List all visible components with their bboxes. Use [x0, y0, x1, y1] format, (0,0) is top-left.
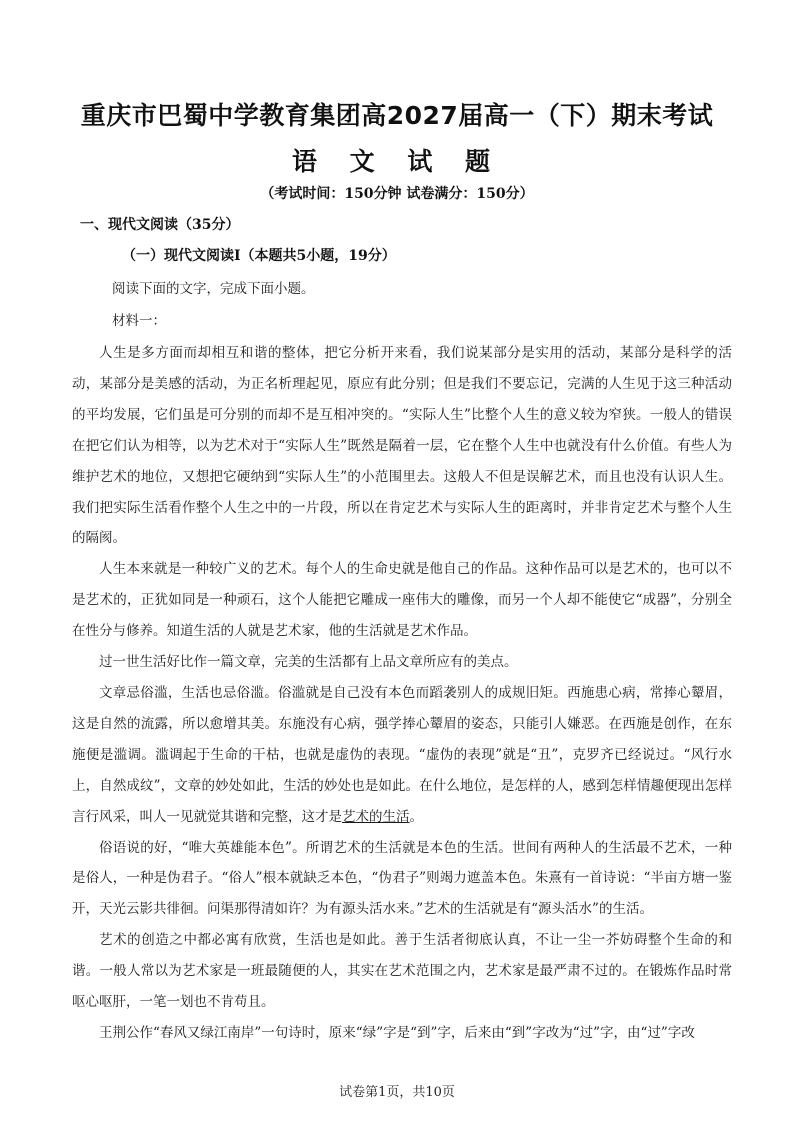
paragraph: 俗语说的好，“唯大英雄能本色”。所谓艺术的生活就是本色的生活。世间有两种人的生活最不艺术，一种是俗人，一种是伪君子。“俗人”根本就缺乏本色，“伪君子”则竭力遮盖本色。朱熹有一首诗说：“半亩方塘一鉴开，天光云影共徘徊。问渠那得清如许？为有源头活水来。”艺术的生活就是有“源头活水”的生活。 [72, 839, 732, 918]
paragraph: 王荆公作“春风又绿江南岸”一句诗时，原来“绿”字是“到”字，后来由“到”字改为“过”字，由“过”字改 [99, 1024, 695, 1041]
paragraph: 人生本来就是一种较广义的艺术。每个人的生命史就是他自己的作品。这种作品可以是艺术的，也可以不是艺术的，正犹如同是一种顽石，这个人能把它雕成一座伟大的雕像，而另一个人却不能使它“成器”，分别全在性分与修养。知道生活的人就是艺术家，他的生活就是艺术作品。 [72, 561, 732, 640]
section-heading: 一、现代文阅读（35分） [80, 217, 240, 233]
instruction-text: 阅读下面的文字，完成下面小题。 [112, 281, 315, 297]
paragraph: 人生是多方面而却相互和谐的整体，把它分析开来看，我们说某部分是实用的活动，某部分是科学的活动，某部分是美感的活动，为正名析理起见，原应有此分别；但是我们不要忘记，完满的人生见于这三种活动的平均发展，它们虽是可分别的而却不是互相冲突的。“实际人生”比整个人生的意义较为窄狭。一般人的错误在把它们认为相等，以为艺术对于“实际人生”既然是隔着一层，它在整个人生中也就没有什么价值。有些人为维护艺术的地位，又想把它硬纳到“实际人生”的小范围里去。这般人不但是误解艺术，而且也没有认识人生。我们把实际生活看作整个人生之中的一片段，所以在肯定艺术与实际人生的距离时，并非肯定艺术与整个人生的隔阂。 [72, 345, 732, 547]
material-label: 材料一： [112, 313, 166, 329]
passage-body [72, 338, 732, 1049]
paragraph: 过一世生活好比作一篇文章，完美的生活都有上品文章所应有的美点。 [99, 654, 518, 671]
underlined-phrase: 艺术的生活 [342, 808, 410, 825]
paragraph-tail: 。 [409, 808, 423, 825]
subsection-heading: （一）现代文阅读I（本题共5小题，19分） [122, 248, 396, 264]
subject-title: 语 文 试 题 [291, 147, 503, 176]
page-footer: 试卷第1页，共10页 [339, 1085, 455, 1100]
paragraph-text: 文章忌俗滥，生活也忌俗滥。俗滥就是自己没有本色而蹈袭别人的成规旧矩。西施患心病，常捧心颦眉，这是自然的流露，所以愈增其美。东施没有心病，强学捧心颦眉的姿态，只能引人嫌恶。在西施是创作，在东施便是滥调。滥调起于生命的干枯，也就是虚伪的表现。“虚伪的表现”就是“丑”，克罗齐已经说过。“风行水上，自然成纹”，文章的妙处如此，生活的妙处也是如此。在什么地位，是怎样的人，感到怎样情趣便现出怎样言行风采，叫人一见就觉其谐和完整，这才是 [72, 684, 732, 825]
paragraph [72, 678, 732, 833]
paragraph: 艺术的创造之中都必寓有欣赏，生活也是如此。善于生活者彻底认真，不让一尘一芥妨碍整个生命的和谐。一般人常以为艺术家是一班最随便的人，其实在艺术范围之内，艺术家是最严肃不过的。在锻炼作品时常呕心呕肝，一笔一划也不肯苟且。 [72, 932, 732, 1011]
exam-info: （考试时间：150分钟 试卷满分：150分） [260, 186, 534, 202]
exam-title: 重庆市巴蜀中学教育集团高2027届高一（下）期末考试 [80, 101, 714, 130]
